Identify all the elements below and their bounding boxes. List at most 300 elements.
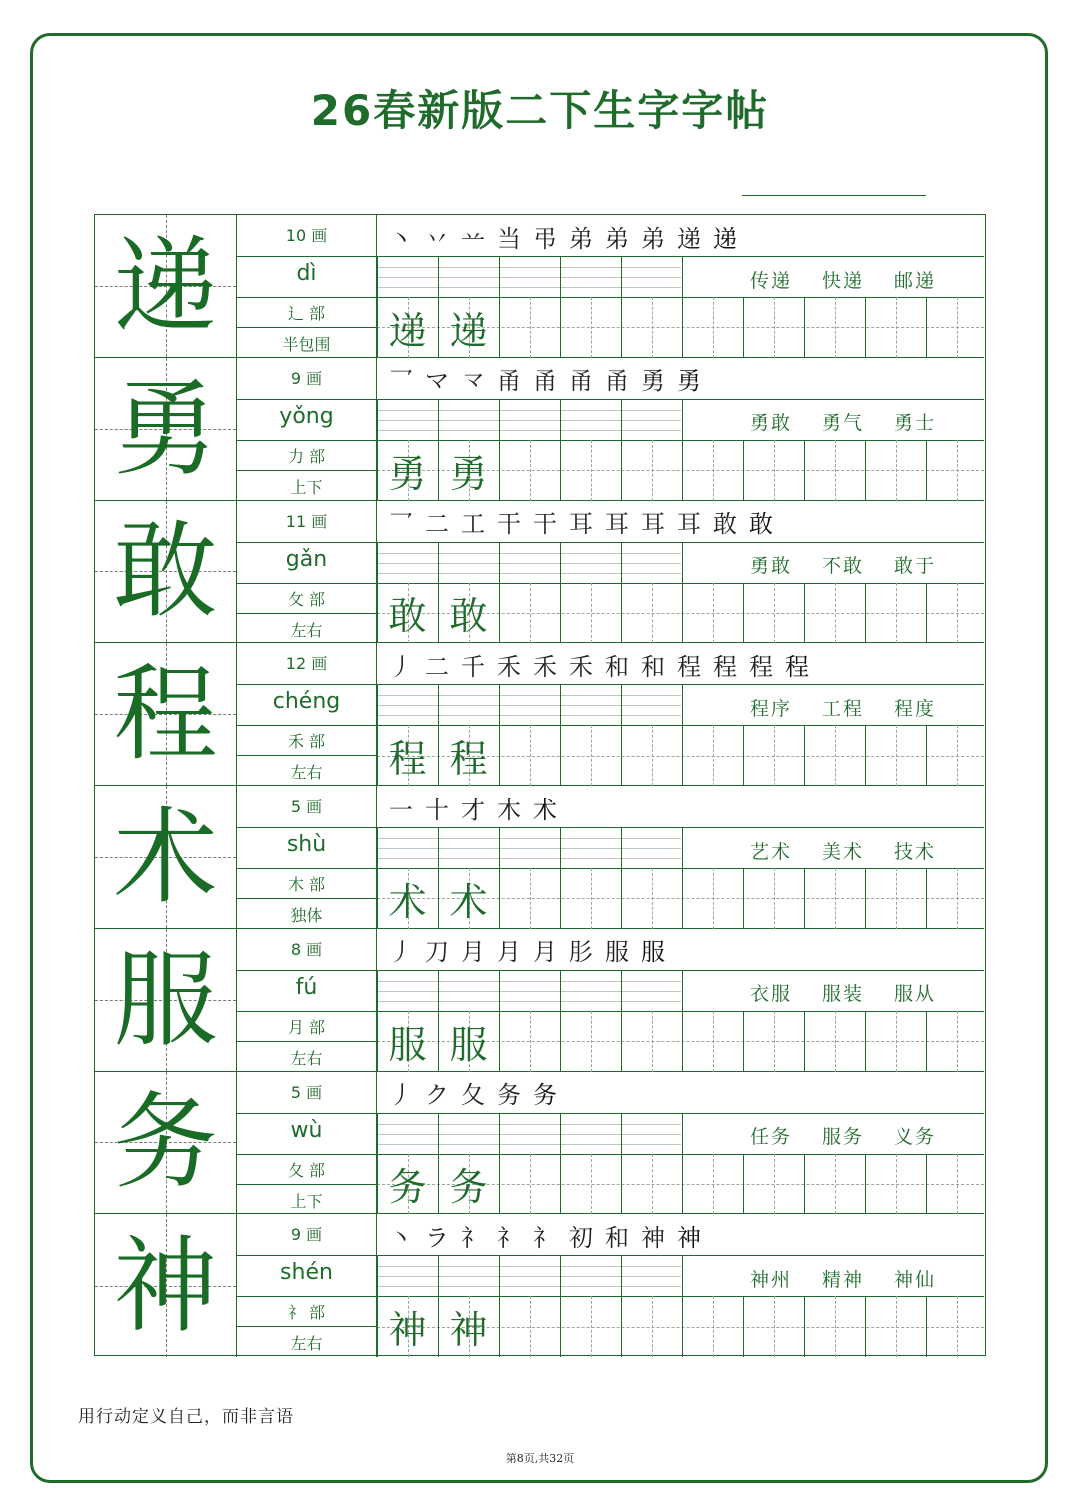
stroke-step: 乛 [389, 367, 413, 396]
example-words [735, 973, 951, 1013]
writing-cell[interactable] [926, 1154, 987, 1215]
stroke-step: 术 [533, 795, 557, 824]
writing-cell[interactable] [865, 1011, 926, 1072]
example-words [735, 402, 951, 442]
stroke-count: 11 画 [285, 511, 328, 531]
stroke-step: 神 [641, 1223, 665, 1252]
example-word: 任务 [749, 1126, 792, 1148]
stroke-step: 十 [425, 795, 449, 824]
divider [237, 583, 376, 584]
writing-cell[interactable] [804, 868, 865, 929]
writing-cell[interactable] [865, 583, 926, 644]
writing-cell[interactable] [682, 725, 743, 786]
example-word: 传递 [749, 269, 792, 292]
writing-cell[interactable] [499, 1154, 560, 1215]
divider [237, 399, 376, 400]
pinyin-cell[interactable] [682, 542, 743, 583]
trace-character: 务 [449, 1165, 488, 1210]
character-row [95, 1214, 984, 1357]
radical: 月 部 [287, 1017, 326, 1037]
divider [237, 327, 376, 328]
model-character-cell [95, 1214, 237, 1357]
writing-cell[interactable] [499, 725, 560, 786]
character-info [237, 643, 377, 785]
writing-cell[interactable] [621, 440, 682, 501]
model-character-cell [95, 215, 237, 357]
pinyin-cell[interactable] [377, 1113, 438, 1154]
example-word: 服务 [821, 1126, 864, 1148]
stroke-step: 乛 [389, 510, 413, 538]
writing-cell[interactable] [743, 1154, 804, 1215]
example-word: 精神 [821, 1268, 864, 1291]
writing-cell[interactable] [804, 1296, 865, 1357]
example-word: 美术 [821, 840, 864, 863]
stroke-step: 和 [605, 1223, 629, 1252]
character-info [237, 929, 377, 1071]
stroke-step: 月 [461, 938, 485, 967]
writing-cell[interactable] [621, 583, 682, 644]
pinyin-cell[interactable] [560, 542, 621, 583]
stroke-step: 丿 [389, 652, 413, 681]
model-character: 敢 [113, 510, 218, 633]
pinyin-cell[interactable] [560, 1255, 621, 1296]
writing-cell[interactable] [865, 440, 926, 501]
writing-cell[interactable] [743, 297, 804, 358]
divider [237, 725, 376, 726]
stroke-step: 干 [497, 510, 521, 538]
writing-area [377, 358, 984, 500]
writing-area [377, 215, 984, 357]
pinyin: yǒng [279, 403, 334, 429]
writing-cell[interactable] [499, 583, 560, 644]
stroke-step: 才 [461, 795, 485, 824]
writing-grid [377, 1154, 984, 1215]
stroke-step: 礻 [461, 1223, 485, 1252]
stroke-step: 丶 [389, 224, 413, 253]
writing-cell[interactable] [926, 1296, 987, 1357]
stroke-order [383, 1216, 707, 1254]
pinyin-cell[interactable] [682, 399, 743, 440]
pinyin-cell[interactable] [682, 1113, 743, 1154]
stroke-step: 禾 [569, 652, 593, 681]
pinyin-cell[interactable] [438, 684, 499, 725]
pinyin-cell[interactable] [560, 256, 621, 297]
writing-cell[interactable] [682, 1296, 743, 1357]
divider [237, 1326, 376, 1327]
stroke-step: 干 [533, 510, 557, 538]
example-words [735, 1116, 951, 1156]
divider [237, 1255, 376, 1256]
pinyin-cell[interactable] [560, 827, 621, 868]
pinyin-cell[interactable] [377, 970, 438, 1011]
model-character: 服 [113, 938, 218, 1061]
trace-character: 程 [449, 737, 488, 782]
trace-character: 服 [449, 1022, 488, 1067]
example-word: 敢于 [893, 555, 936, 577]
writing-cell[interactable] [621, 725, 682, 786]
pinyin-cell[interactable] [621, 256, 682, 297]
stroke-step: 和 [641, 652, 665, 681]
writing-grid [377, 297, 984, 358]
divider [237, 440, 376, 441]
writing-cell[interactable] [560, 1154, 621, 1215]
pinyin-cell[interactable] [682, 256, 743, 297]
pinyin-cell[interactable] [621, 684, 682, 725]
trace-character: 程 [388, 737, 427, 782]
example-word: 义务 [893, 1126, 936, 1148]
trace-character: 递 [449, 308, 488, 353]
pinyin-cell[interactable] [499, 827, 560, 868]
stroke-step: 禾 [497, 652, 521, 681]
pinyin-cell[interactable] [377, 256, 438, 297]
stroke-order [383, 788, 563, 826]
radical: 禾 部 [287, 732, 326, 752]
pinyin-cell[interactable] [621, 1113, 682, 1154]
writing-cell[interactable] [926, 440, 987, 501]
writing-cell[interactable] [743, 1011, 804, 1072]
writing-cell[interactable] [560, 440, 621, 501]
model-character: 勇 [113, 367, 218, 490]
pinyin-cell[interactable] [499, 970, 560, 1011]
pinyin-cell[interactable] [682, 684, 743, 725]
structure: 上下 [290, 477, 323, 497]
stroke-step: 刀 [425, 938, 449, 967]
writing-cell[interactable] [743, 583, 804, 644]
pinyin-cell[interactable] [438, 1255, 499, 1296]
stroke-step: 月 [533, 938, 557, 967]
stroke-order [383, 217, 743, 255]
stroke-step: 敢 [749, 510, 773, 538]
character-row [95, 643, 984, 786]
pinyin-cell[interactable] [377, 684, 438, 725]
pinyin: wù [290, 1117, 323, 1143]
divider [237, 755, 376, 756]
stroke-step: 服 [641, 938, 665, 967]
footer-quote: 用行动定义自己，而非言语 [78, 1407, 294, 1427]
stroke-count: 8 画 [290, 939, 323, 959]
pinyin: gǎn [285, 546, 328, 572]
trace-character: 勇 [449, 451, 488, 496]
divider [237, 1011, 376, 1012]
trace-character: 神 [388, 1308, 427, 1353]
stroke-step: 递 [713, 224, 737, 253]
stroke-step: 月 [497, 938, 521, 967]
pinyin-cell[interactable] [438, 970, 499, 1011]
stroke-count: 10 画 [285, 226, 328, 245]
writing-cell[interactable] [621, 1154, 682, 1215]
writing-cell[interactable] [560, 1296, 621, 1357]
pinyin: shén [280, 1260, 333, 1286]
writing-cell[interactable] [621, 1296, 682, 1357]
trace-character: 术 [449, 879, 488, 924]
stroke-step: 服 [605, 938, 629, 967]
pinyin-cell[interactable] [560, 970, 621, 1011]
pinyin-cell[interactable] [499, 1113, 560, 1154]
pinyin-cell[interactable] [682, 1255, 743, 1296]
stroke-step: 千 [461, 652, 485, 681]
stroke-step: 初 [569, 1223, 593, 1252]
trace-character: 递 [388, 308, 427, 353]
pinyin-cell[interactable] [499, 1255, 560, 1296]
stroke-step: 丶 [389, 1223, 413, 1252]
model-character-cell [95, 501, 237, 643]
stroke-step: 勇 [641, 367, 665, 396]
writing-area [377, 1214, 984, 1357]
writing-cell[interactable] [560, 1011, 621, 1072]
writing-cell[interactable] [743, 868, 804, 929]
structure: 上下 [290, 1191, 323, 1211]
stroke-order [383, 360, 707, 398]
pinyin-cell[interactable] [621, 399, 682, 440]
writing-cell[interactable] [926, 583, 987, 644]
pinyin-cell[interactable] [682, 827, 743, 868]
stroke-count: 9 画 [290, 1225, 323, 1245]
stroke-step: 当 [497, 224, 521, 253]
character-info [237, 358, 377, 500]
stroke-step: 务 [533, 1081, 557, 1109]
radical: 攵 部 [287, 589, 326, 609]
trace-character: 敢 [388, 594, 427, 639]
stroke-count: 9 画 [290, 368, 323, 388]
pinyin: dì [296, 261, 317, 286]
character-row [95, 215, 984, 358]
pinyin: fú [295, 974, 318, 1000]
writing-cell[interactable] [499, 868, 560, 929]
writing-cell[interactable] [499, 440, 560, 501]
structure: 左右 [290, 620, 323, 640]
divider [237, 542, 376, 543]
model-character-cell [95, 643, 237, 785]
writing-cell[interactable] [682, 297, 743, 358]
stroke-step: 礻 [497, 1223, 521, 1252]
writing-cell[interactable] [621, 297, 682, 358]
example-word: 不敢 [821, 555, 864, 577]
stroke-step: 勇 [677, 367, 701, 396]
writing-area [377, 786, 984, 928]
character-info [237, 215, 377, 357]
example-words [735, 259, 951, 299]
stroke-step: 甬 [605, 367, 629, 396]
stroke-step: ラ [425, 1223, 449, 1252]
stroke-step: 程 [677, 652, 701, 681]
pinyin-cell[interactable] [621, 542, 682, 583]
pinyin-cell[interactable] [499, 542, 560, 583]
pinyin-cell[interactable] [377, 399, 438, 440]
trace-character: 务 [388, 1165, 427, 1210]
pinyin: shù [286, 832, 327, 857]
pinyin-cell[interactable] [621, 827, 682, 868]
writing-cell[interactable] [804, 1011, 865, 1072]
writing-cell[interactable] [865, 1154, 926, 1215]
example-word: 服装 [821, 983, 864, 1006]
pinyin-cell[interactable] [621, 1255, 682, 1296]
pinyin-cell[interactable] [499, 684, 560, 725]
pinyin-cell[interactable] [438, 399, 499, 440]
structure: 半包围 [282, 335, 331, 354]
writing-grid [377, 1011, 984, 1072]
character-info [237, 1072, 377, 1214]
example-word: 神仙 [893, 1268, 936, 1291]
trace-character: 勇 [388, 451, 427, 496]
example-word: 艺术 [749, 840, 792, 863]
stroke-step: 敢 [713, 510, 737, 538]
writing-area [377, 1072, 984, 1214]
page-indicator: 第8页,共32页 [505, 1452, 575, 1465]
writing-cell[interactable] [743, 440, 804, 501]
writing-cell[interactable] [926, 868, 987, 929]
pinyin-cell[interactable] [499, 399, 560, 440]
example-word: 程序 [749, 697, 792, 720]
writing-cell[interactable] [682, 1011, 743, 1072]
writing-cell[interactable] [804, 440, 865, 501]
pinyin-cell[interactable] [560, 1113, 621, 1154]
writing-grid [377, 583, 984, 644]
pinyin-cell[interactable] [438, 256, 499, 297]
writing-cell[interactable] [560, 297, 621, 358]
stroke-order [383, 931, 671, 969]
pinyin-cell[interactable] [377, 1255, 438, 1296]
pinyin-cell[interactable] [377, 542, 438, 583]
example-word: 勇敢 [749, 555, 792, 577]
example-word: 工程 [821, 697, 864, 720]
name-write-line [742, 195, 926, 196]
writing-cell[interactable] [804, 725, 865, 786]
writing-cell[interactable] [804, 297, 865, 358]
stroke-step: 神 [677, 1223, 701, 1252]
writing-cell[interactable] [560, 868, 621, 929]
pinyin-cell[interactable] [621, 970, 682, 1011]
divider [237, 868, 376, 869]
example-words [735, 830, 951, 870]
example-word: 勇敢 [749, 412, 792, 435]
writing-cell[interactable] [926, 1011, 987, 1072]
character-row [95, 1072, 984, 1215]
model-character: 神 [113, 1224, 218, 1347]
stroke-step: 耳 [569, 510, 593, 538]
trace-character: 术 [388, 879, 427, 924]
divider [237, 613, 376, 614]
pinyin-cell[interactable] [499, 256, 560, 297]
stroke-step: 二 [425, 652, 449, 681]
divider [237, 470, 376, 471]
example-words [735, 545, 951, 585]
stroke-step: 一 [389, 795, 413, 824]
stroke-step: 工 [461, 510, 485, 538]
writing-cell[interactable] [926, 725, 987, 786]
divider [237, 1184, 376, 1185]
trace-character: 服 [388, 1022, 427, 1067]
writing-cell[interactable] [621, 1011, 682, 1072]
writing-cell[interactable] [499, 1011, 560, 1072]
writing-cell[interactable] [865, 297, 926, 358]
divider [237, 970, 376, 971]
writing-cell[interactable] [560, 725, 621, 786]
divider [237, 827, 376, 828]
stroke-step: 二 [425, 510, 449, 538]
writing-area [377, 643, 984, 785]
stroke-order [383, 503, 779, 541]
writing-area [377, 929, 984, 1071]
writing-cell[interactable] [926, 297, 987, 358]
model-character-cell [95, 929, 237, 1071]
writing-cell[interactable] [499, 297, 560, 358]
stroke-count: 5 画 [290, 797, 323, 816]
model-character: 程 [113, 653, 218, 776]
writing-cell[interactable] [682, 868, 743, 929]
stroke-step: 耳 [641, 510, 665, 538]
example-word: 快递 [821, 269, 864, 292]
writing-cell[interactable] [865, 1296, 926, 1357]
writing-cell[interactable] [865, 725, 926, 786]
writing-cell[interactable] [743, 725, 804, 786]
writing-grid [377, 1296, 984, 1357]
stroke-step: 禾 [533, 652, 557, 681]
character-row [95, 501, 984, 644]
trace-character: 敢 [449, 594, 488, 639]
stroke-step: 耳 [605, 510, 629, 538]
writing-cell[interactable] [560, 583, 621, 644]
writing-cell[interactable] [621, 868, 682, 929]
writing-cell[interactable] [682, 440, 743, 501]
stroke-step: 木 [497, 795, 521, 824]
writing-cell[interactable] [743, 1296, 804, 1357]
writing-cell[interactable] [865, 868, 926, 929]
writing-cell[interactable] [682, 1154, 743, 1215]
writing-cell[interactable] [804, 1154, 865, 1215]
pinyin-cell[interactable] [438, 1113, 499, 1154]
example-word: 服从 [893, 983, 936, 1006]
character-row [95, 358, 984, 501]
stroke-step: 递 [677, 224, 701, 253]
writing-area [377, 501, 984, 643]
writing-cell[interactable] [682, 583, 743, 644]
stroke-count: 12 画 [285, 654, 328, 674]
stroke-step: 弔 [533, 224, 557, 253]
writing-cell[interactable] [499, 1296, 560, 1357]
character-info [237, 786, 377, 928]
radical: 木 部 [287, 875, 326, 894]
stroke-count: 5 画 [290, 1082, 323, 1102]
character-info [237, 501, 377, 643]
stroke-step: 丿 [389, 1081, 413, 1109]
radical: 力 部 [287, 446, 326, 466]
example-words [735, 1258, 951, 1298]
stroke-step: 肜 [569, 938, 593, 967]
stroke-order [383, 645, 815, 683]
pinyin-cell[interactable] [377, 827, 438, 868]
writing-grid [377, 868, 984, 929]
pinyin-cell[interactable] [438, 542, 499, 583]
pinyin-cell[interactable] [438, 827, 499, 868]
stroke-step: 程 [713, 652, 737, 681]
stroke-step: 丿 [389, 938, 413, 967]
writing-cell[interactable] [804, 583, 865, 644]
stroke-step: 程 [749, 652, 773, 681]
divider [237, 256, 376, 257]
stroke-step: マ [425, 367, 449, 396]
example-words [735, 687, 951, 727]
pinyin-cell[interactable] [560, 399, 621, 440]
divider [237, 898, 376, 899]
stroke-step: 和 [605, 652, 629, 681]
radical: 辶 部 [287, 304, 326, 323]
pinyin-cell[interactable] [560, 684, 621, 725]
trace-character: 神 [449, 1308, 488, 1353]
radical: 礻 部 [287, 1303, 326, 1323]
stroke-step: 夂 [461, 1081, 485, 1109]
pinyin-cell[interactable] [682, 970, 743, 1011]
model-character: 务 [113, 1081, 218, 1204]
